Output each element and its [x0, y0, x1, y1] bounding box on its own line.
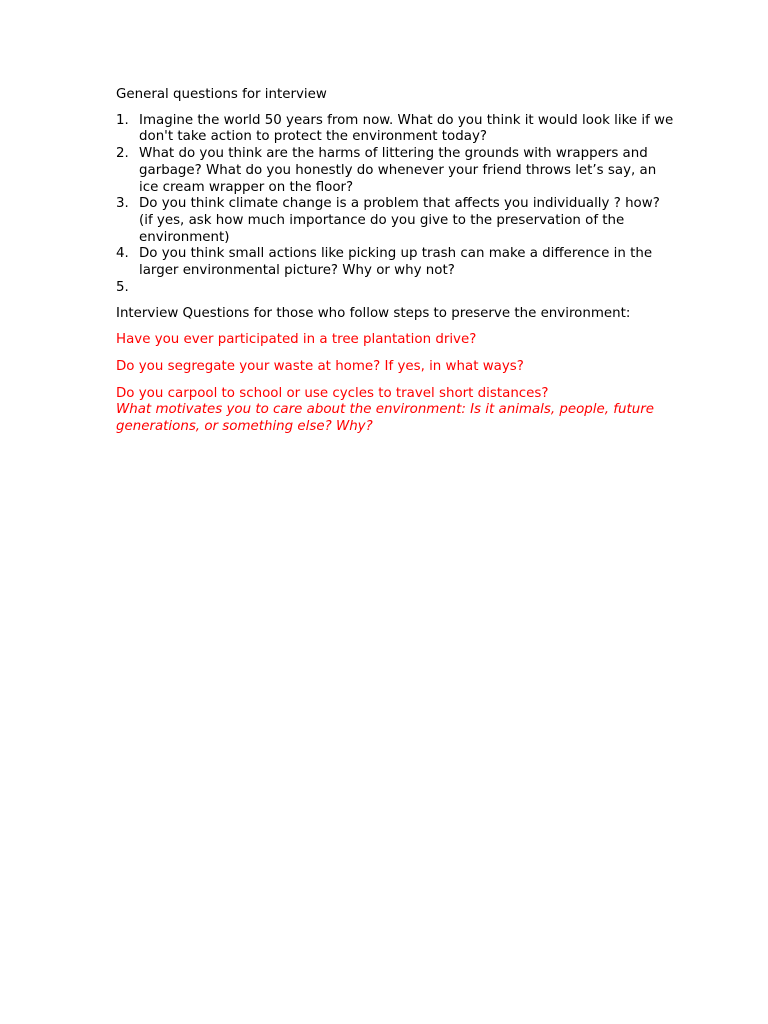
preserver-question: What motivates you to care about the environment: Is it animals, people, future generations, or something else? Why? [116, 402, 654, 434]
list-item [116, 246, 676, 279]
preserver-question: Do you segregate your waste at home? If yes, in what ways? [116, 358, 524, 374]
list-item [116, 280, 676, 297]
question-text [139, 280, 143, 295]
preserver-question: Do you carpool to school or use cycles to travel short distances? [116, 385, 549, 401]
general-questions-list [116, 113, 676, 297]
document-body [116, 87, 676, 436]
preserver-question: Have you ever participated in a tree plantation drive? [116, 332, 477, 348]
list-number: 1. [116, 112, 129, 128]
list-item [116, 113, 676, 146]
question-text: Do you think climate change is a problem that affects you individually ? how? (if yes, ask how much importance do you give to the preservation of the environment) [139, 196, 660, 245]
list-number: 4. [116, 246, 129, 262]
question-text: What do you think are the harms of littering the grounds with wrappers and garbage? What do you honestly do whenever your friend throws let’s say, an ice cream wrapper on the floor? [139, 146, 657, 195]
question-text: Do you think small actions like picking up trash can make a difference in the larger environmental picture? Why or why not? [139, 246, 653, 279]
list-item [116, 146, 676, 196]
list-number: 5. [116, 279, 129, 295]
list-number: 2. [116, 146, 129, 162]
document-heading: General questions for interview [116, 87, 327, 102]
question-text: Imagine the world 50 years from now. What do you think it would look like if we don't take action to protect the environment today? [139, 112, 674, 145]
list-item [116, 196, 676, 246]
list-number: 3. [116, 196, 129, 212]
section-title: Interview Questions for those who follow steps to preserve the environment: [116, 306, 631, 322]
